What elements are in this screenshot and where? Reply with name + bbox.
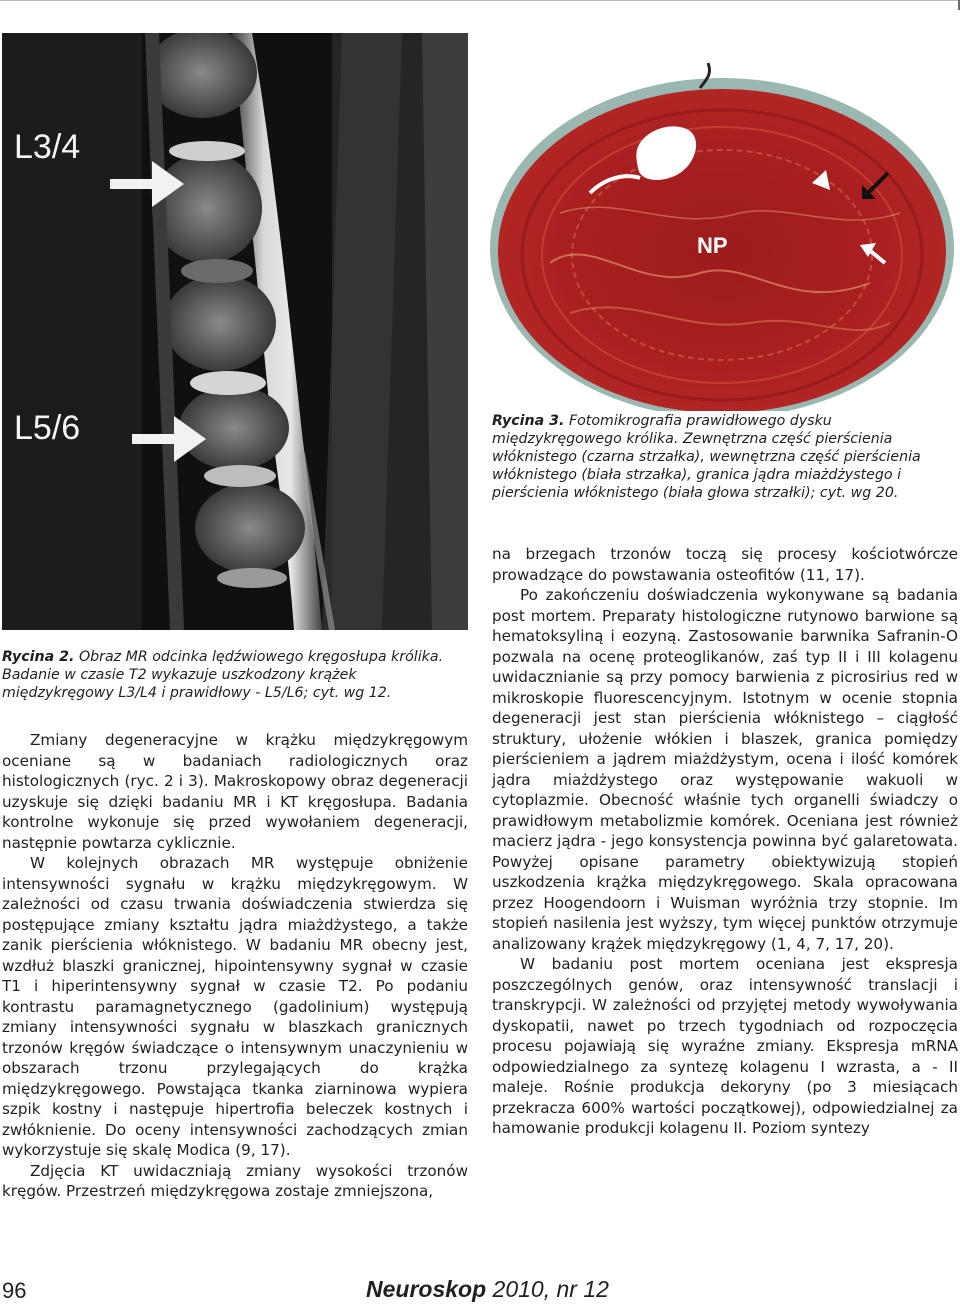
figure2-caption <box>2 648 468 702</box>
left-column <box>2 730 468 1202</box>
mri-label-lower: L5/6 <box>14 409 81 447</box>
top-rule <box>0 0 960 1</box>
right-paragraph-3: W badaniu post mortem oceniana jest ekspresja poszczególnych genów, oraz intensywność translacji i transkrypcji. W zależności od przyjętej metody wywoływania dyskopatii, nawet po trzech tygodniach od rozpoczęcia procesu pojawiają się wyraźne zmiany. Ekspresja mRNA odpowiedzialnego za syntezę kolagenu I wzrasta, a - II maleje. Rośnie produkcja dekoryny (po 3 miesiącach przekracza 600% wartości początkowej), odpowiedzialnej za hamowanie produkcji kolagenu II. Poziom syntezy <box>492 955 958 1137</box>
left-paragraph-1: Zmiany degeneracyjne w krążku międzykręgowym oceniane są w badaniach radiologicznych oraz histologicznych (ryc. 2 i 3). Makroskopowy obraz degeneracji uzyskuje się dzięki badaniu MR i KT kręgosłupa. Badania kontrolne wykonuje się przed wywołaniem degeneracji, następnie powtarza cyklicznie. <box>2 731 468 852</box>
right-paragraph-1: na brzegach trzonów toczą się procesy kościotwórcze prowadzące do powstawania osteofitów (11, 17). <box>492 545 958 584</box>
left-paragraph-3: Zdjęcia KT uwidaczniają zmiany wysokości trzonów kręgów. Przestrzeń międzykręgowa zostaje zmniejszona, <box>2 1161 468 1200</box>
mri-figure <box>2 33 468 630</box>
figure3-caption-text: Fotomikrografia prawidłowego dysku międzykręgowego królika. Zewnętrzna część pierścienia włóknistego (czarna strzałka), wewnętrzna część pierścienia włóknistego (biała strzałka), granica jądra miażdżystego i pierścienia włóknistego (biała głowa strzałki); cyt. wg 20. <box>492 413 921 501</box>
mri-label-upper: L3/4 <box>14 128 81 166</box>
right-paragraph-2: Po zakończeniu doświadczenia wykonywane są badania post mortem. Preparaty histologiczne rutynowo barwione są hematoksyliną i eozyną. Zastosowanie barwnika Safranin-O pozwala na ocenę proteoglikanów, zaś typ II i III kolagenu uwidacznianie są przy pomocy barwienia z picrosirius red w mikroskopie fluorescencyjnym. Istotnym w ocenie stopnia degeneracji jest stan pierścienia włóknistego – ciągłość struktury, ułożenie włókien i blaszek, granica pomiędzy pierścieniem a jądrem miażdżystym, ocena i ilość komórek jądra miażdżystego oraz występowanie wakuoli w cytoplazmie. Obecność właśnie tych organelli świadczy o prawidłowym metabolizmie komórek. Oceniana jest również macierz jądra - jego konsystencja powinna być galaretowata. Powyżej opisane parametry obiektywizują stopień uszkodzenia krążka międzykręgowego. Skala opracowana przez Hoogendoorn i Wuisman wyróżnia trzy stopnie. Im stopień nasilenia jest wyższy, tym więcej punktów otrzymuje analizowany krążek międzykręgowy (1, 4, 7, 17, 20). <box>492 586 958 953</box>
histology-image <box>490 33 960 411</box>
figure2-caption-text: Obraz MR odcinka lędźwiowego kręgosłupa królika. Badanie w czasie T2 wykazuje uszkodzony krążek międzykręgowy L3/L4 i prawidłowy - L5/L6; cyt. wg 12. <box>2 649 444 701</box>
np-label: NP <box>697 233 728 258</box>
page-number: 96 <box>2 1278 27 1303</box>
right-column <box>492 544 958 1139</box>
left-paragraph-2: W kolejnych obrazach MR występuje obniżenie intensywności sygnału w krążku międzykręgowym. W zależności od czasu trwania doświadczenia stwierdza się postępujące zmiany kształtu jądra miażdżystego, a także zanik pierścienia włóknistego. W badaniu MR obecny jest, wzdłuż blaszki granicznej, hipointensywny sygnał w czasie T1 i hiperintensywny sygnał w czasie T2. Po podaniu kontrastu paramagnetycznego (gadolinium) występują zmiany intensywności sygnału w blaszkach granicznych trzonów kręgów świadczące o intensywnym unaczynieniu w obszarach trzonu przylegających do krążka międzykręgowego. Powstająca tkanka ziarninowa wypiera szpik kostny i następuje hipertrofia beleczek kostnych i zwłóknienie. Do oceny intensywności zachodzących zmian wykorzystuje się skalę Modica (9, 17). <box>2 854 468 1159</box>
journal-footer <box>366 1276 609 1303</box>
journal-name: Neuroskop <box>366 1276 487 1302</box>
mri-image <box>2 33 468 630</box>
journal-issue: 2010, nr 12 <box>492 1276 609 1302</box>
histology-figure <box>490 33 960 411</box>
figure3-caption-label: Rycina 3. <box>492 413 565 429</box>
figure3-caption <box>492 412 958 502</box>
figure2-caption-label: Rycina 2. <box>2 649 75 665</box>
